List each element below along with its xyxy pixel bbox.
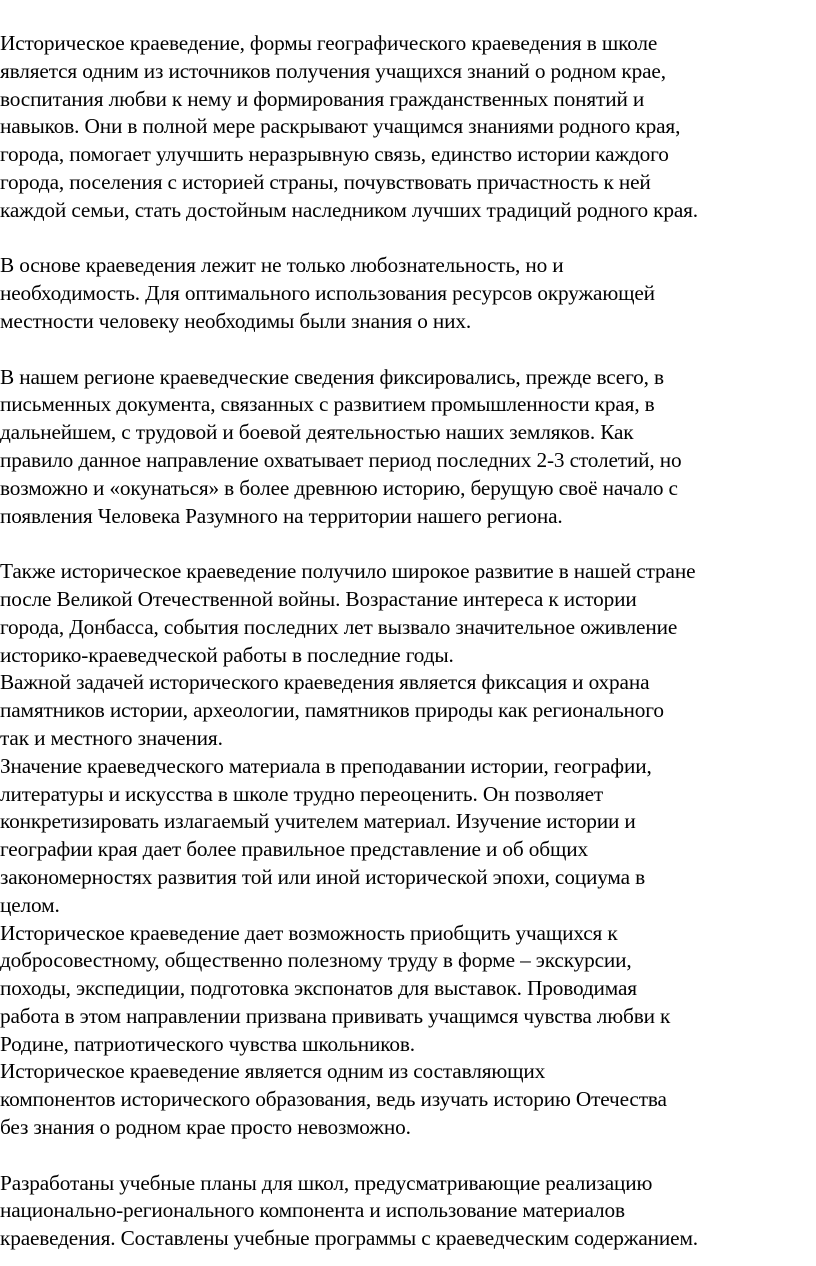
paragraph-curricula: Разработаны учебные планы для школ, предусматривающие реализацию национально-регионального компонента и использование материалов краеведения. Составлены учебные программы с краеведческим содержанием. bbox=[0, 1170, 698, 1251]
paragraph-monuments: Важной задачей исторического краеведения является фиксация и охрана памятников истории, археологии, памятников природы как регионального так и местного значения. bbox=[0, 670, 664, 750]
paragraph-spacer bbox=[0, 336, 816, 364]
paragraph-components: Историческое краеведение является одним из составляющих компонентов исторического образования, ведь изучать историю Отечества без знания о родном крае просто невозможно. bbox=[0, 1059, 667, 1140]
paragraph-spacer bbox=[0, 225, 816, 253]
paragraph-region: В нашем регионе краеведческие сведения фиксировались, прежде всего, в письменных документа, связанных с развитием промышленности края, в дальнейшем, с трудовой и боевой деятельностью наших земляков. Как правило данное направление охватывает период последних 2-3 столетий, но возможно и «окунаться» в более древнюю историю, берущую своё начало с появления Человека Разумного на территории нашего региона. bbox=[0, 364, 682, 528]
document-page bbox=[0, 30, 816, 1253]
paragraph-basis: В основе краеведения лежит не только любознательность, но и необходимость. Для оптимального использования ресурсов окружающей местности человеку необходимы были знания о них. bbox=[0, 253, 655, 333]
paragraph-intro: Историческое краеведение, формы географического краеведения в школе является одним из источников получения учащихся знаний о родном крае, воспитания любви к нему и формирования гражданственных понятий и навыков. Они в полной мере раскрывают учащимся знаниями родного края, города, помогает улучшить неразрывную связь, единство истории каждого города, поселения с историей страны, почувствовать причастность к ней каждой семьи, стать достойным наследником лучших традиций родного края. bbox=[0, 31, 698, 222]
paragraph-postwar: Также историческое краеведение получило широкое развитие в нашей стране после Великой Отечественной войны. Возрастание интереса к истории города, Донбасса, события последних лет вызвало значительное оживление историко-краеведческой работы в последние годы. bbox=[0, 559, 696, 667]
paragraph-spacer bbox=[0, 530, 816, 558]
paragraph-spacer bbox=[0, 1142, 816, 1170]
paragraph-teaching: Значение краеведческого материала в преподавании истории, географии, литературы и искусства в школе трудно переоценить. Он позволяет конкретизировать излагаемый учителем материал. Изучение истории и географии края дает более правильное представление и об общих закономерностях развития той или иной исторической эпохи, социума в целом. bbox=[0, 753, 652, 917]
paragraph-labor: Историческое краеведение дает возможность приобщить учащихся к добросовестному, общественно полезному труду в форме – экскурсии, походы, экспедиции, подготовка экспонатов для выставок. Проводимая работа в этом направлении призвана прививать учащимся чувства любви к Родине, патриотического чувства школьников. bbox=[0, 920, 671, 1056]
